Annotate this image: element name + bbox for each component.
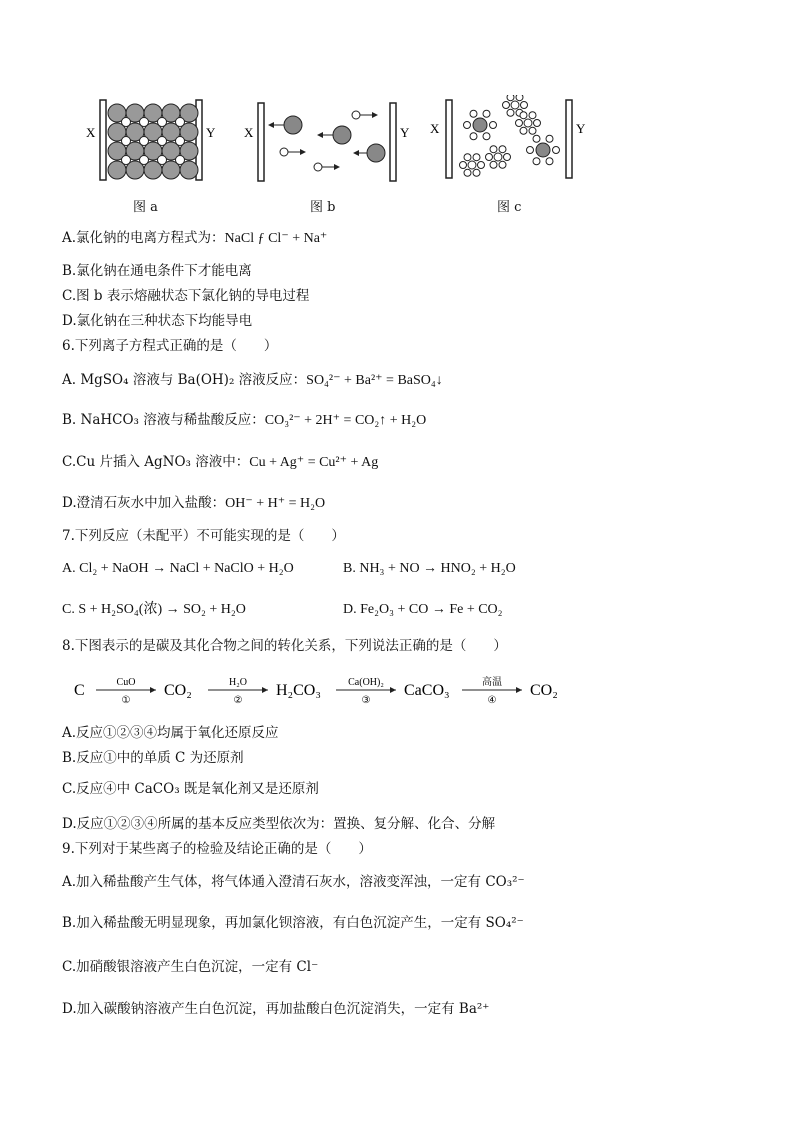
q6-option-c: C.Cu 片插入 AgNO₃ 溶液中：Cu + Ag⁺ = Cu²⁺ + Ag — [62, 454, 379, 470]
scheme-step: ① — [121, 695, 131, 706]
electrode-y-label: Y — [206, 125, 216, 140]
q5-option-a: A.氯化钠的电离方程式为：NaCl ƒ Cl⁻ + Na⁺ — [62, 230, 328, 246]
q7-stem: 7.下列反应（未配平）不可能实现的是（ ） — [62, 528, 345, 544]
carbon-conversion-scheme — [74, 672, 574, 706]
figure-c-aqueous-nacl — [430, 95, 586, 178]
scheme-species: CO₂ — [530, 682, 558, 699]
figure-c-label: 图 c — [497, 200, 522, 215]
scheme-step: ③ — [361, 695, 371, 706]
scheme-reagent: H₂O — [229, 677, 247, 688]
q5-option-b: B.氯化钠在通电条件下才能电离 — [62, 263, 252, 279]
q6-option-d: D.澄清石灰水中加入盐酸：OH⁻ + H⁺ = H₂O — [62, 495, 326, 511]
scheme-reagent: Ca(OH)₂ — [348, 677, 384, 688]
svg-text:X: X — [244, 125, 254, 140]
q7-option-a: A. Cl₂ + NaOH → NaCl + NaClO + H₂O — [62, 561, 294, 576]
scheme-reagent: CuO — [116, 677, 136, 688]
q6-option-b: B. NaHCO₃ 溶液与稀盐酸反应：CO₃²⁻ + 2H⁺ = CO₂↑ + H₂O — [62, 412, 427, 428]
scheme-arrowhead — [516, 687, 522, 693]
scheme-arrowhead — [262, 687, 268, 693]
electrode-x-label: X — [86, 125, 96, 140]
svg-text:Y: Y — [576, 121, 586, 136]
scheme-species: CaCO₃ — [404, 682, 450, 699]
scheme-species: C — [74, 682, 85, 699]
q8-option-c: C.反应④中 CaCO₃ 既是氧化剂又是还原剂 — [62, 781, 319, 797]
q9-option-d: D.加入碳酸钠溶液产生白色沉淀，再加盐酸白色沉淀消失，一定有 Ba²⁺ — [62, 1001, 490, 1017]
q5-option-d: D.氯化钠在三种状态下均能导电 — [62, 313, 253, 329]
scheme-arrowhead — [150, 687, 156, 693]
scheme-step: ④ — [487, 695, 497, 706]
figure-b-label: 图 b — [310, 200, 336, 215]
q6-stem: 6.下列离子方程式正确的是（ ） — [62, 338, 278, 354]
figure-a-solid-nacl — [86, 100, 216, 180]
q7-option-d: D. Fe₂O₃ + CO → Fe + CO₂ — [343, 602, 503, 617]
q6-option-a: A. MgSO₄ 溶液与 Ba(OH)₂ 溶液反应：SO₄²⁻ + Ba²⁺ = BaSO₄↓ — [62, 372, 443, 388]
q8-option-a: A.反应①②③④均属于氧化还原反应 — [62, 725, 279, 741]
q8-option-b: B.反应①中的单质 C 为还原剂 — [62, 750, 244, 766]
q8-stem: 8.下图表示的是碳及其化合物之间的转化关系，下列说法正确的是（ ） — [62, 638, 507, 654]
figure-a-label: 图 a — [133, 200, 158, 215]
q7-option-b: B. NH₃ + NO → HNO₂ + H₂O — [343, 561, 516, 576]
q5-option-c: C.图 b 表示熔融状态下氯化钠的导电过程 — [62, 288, 310, 304]
nacl-conduction-figures — [80, 95, 600, 195]
scheme-arrowhead — [390, 687, 396, 693]
scheme-species: H₂CO₃ — [276, 682, 321, 699]
svg-text:X: X — [430, 121, 440, 136]
scheme-species: CO₂ — [164, 682, 192, 699]
q7-option-c: C. S + H₂SO₄(浓) → SO₂ + H₂O — [62, 602, 246, 617]
q9-stem: 9.下列对于某些离子的检验及结论正确的是（ ） — [62, 841, 372, 857]
figure-b-molten-nacl — [244, 103, 410, 181]
q5-a-formula: NaCl ƒ Cl⁻ + Na⁺ — [224, 231, 328, 246]
scheme-reagent: 高温 — [482, 677, 502, 688]
q9-option-a: A.加入稀盐酸产生气体，将气体通入澄清石灰水，溶液变浑浊，一定有 CO₃²⁻ — [62, 874, 525, 890]
q9-option-c: C.加硝酸银溶液产生白色沉淀，一定有 Cl⁻ — [62, 959, 319, 975]
q9-option-b: B.加入稀盐酸无明显现象，再加氯化钡溶液，有白色沉淀产生，一定有 SO₄²⁻ — [62, 915, 524, 931]
svg-text:Y: Y — [400, 125, 410, 140]
scheme-step: ② — [233, 695, 243, 706]
q8-option-d: D.反应①②③④所属的基本反应类型依次为：置换、复分解、化合、分解 — [62, 816, 496, 832]
